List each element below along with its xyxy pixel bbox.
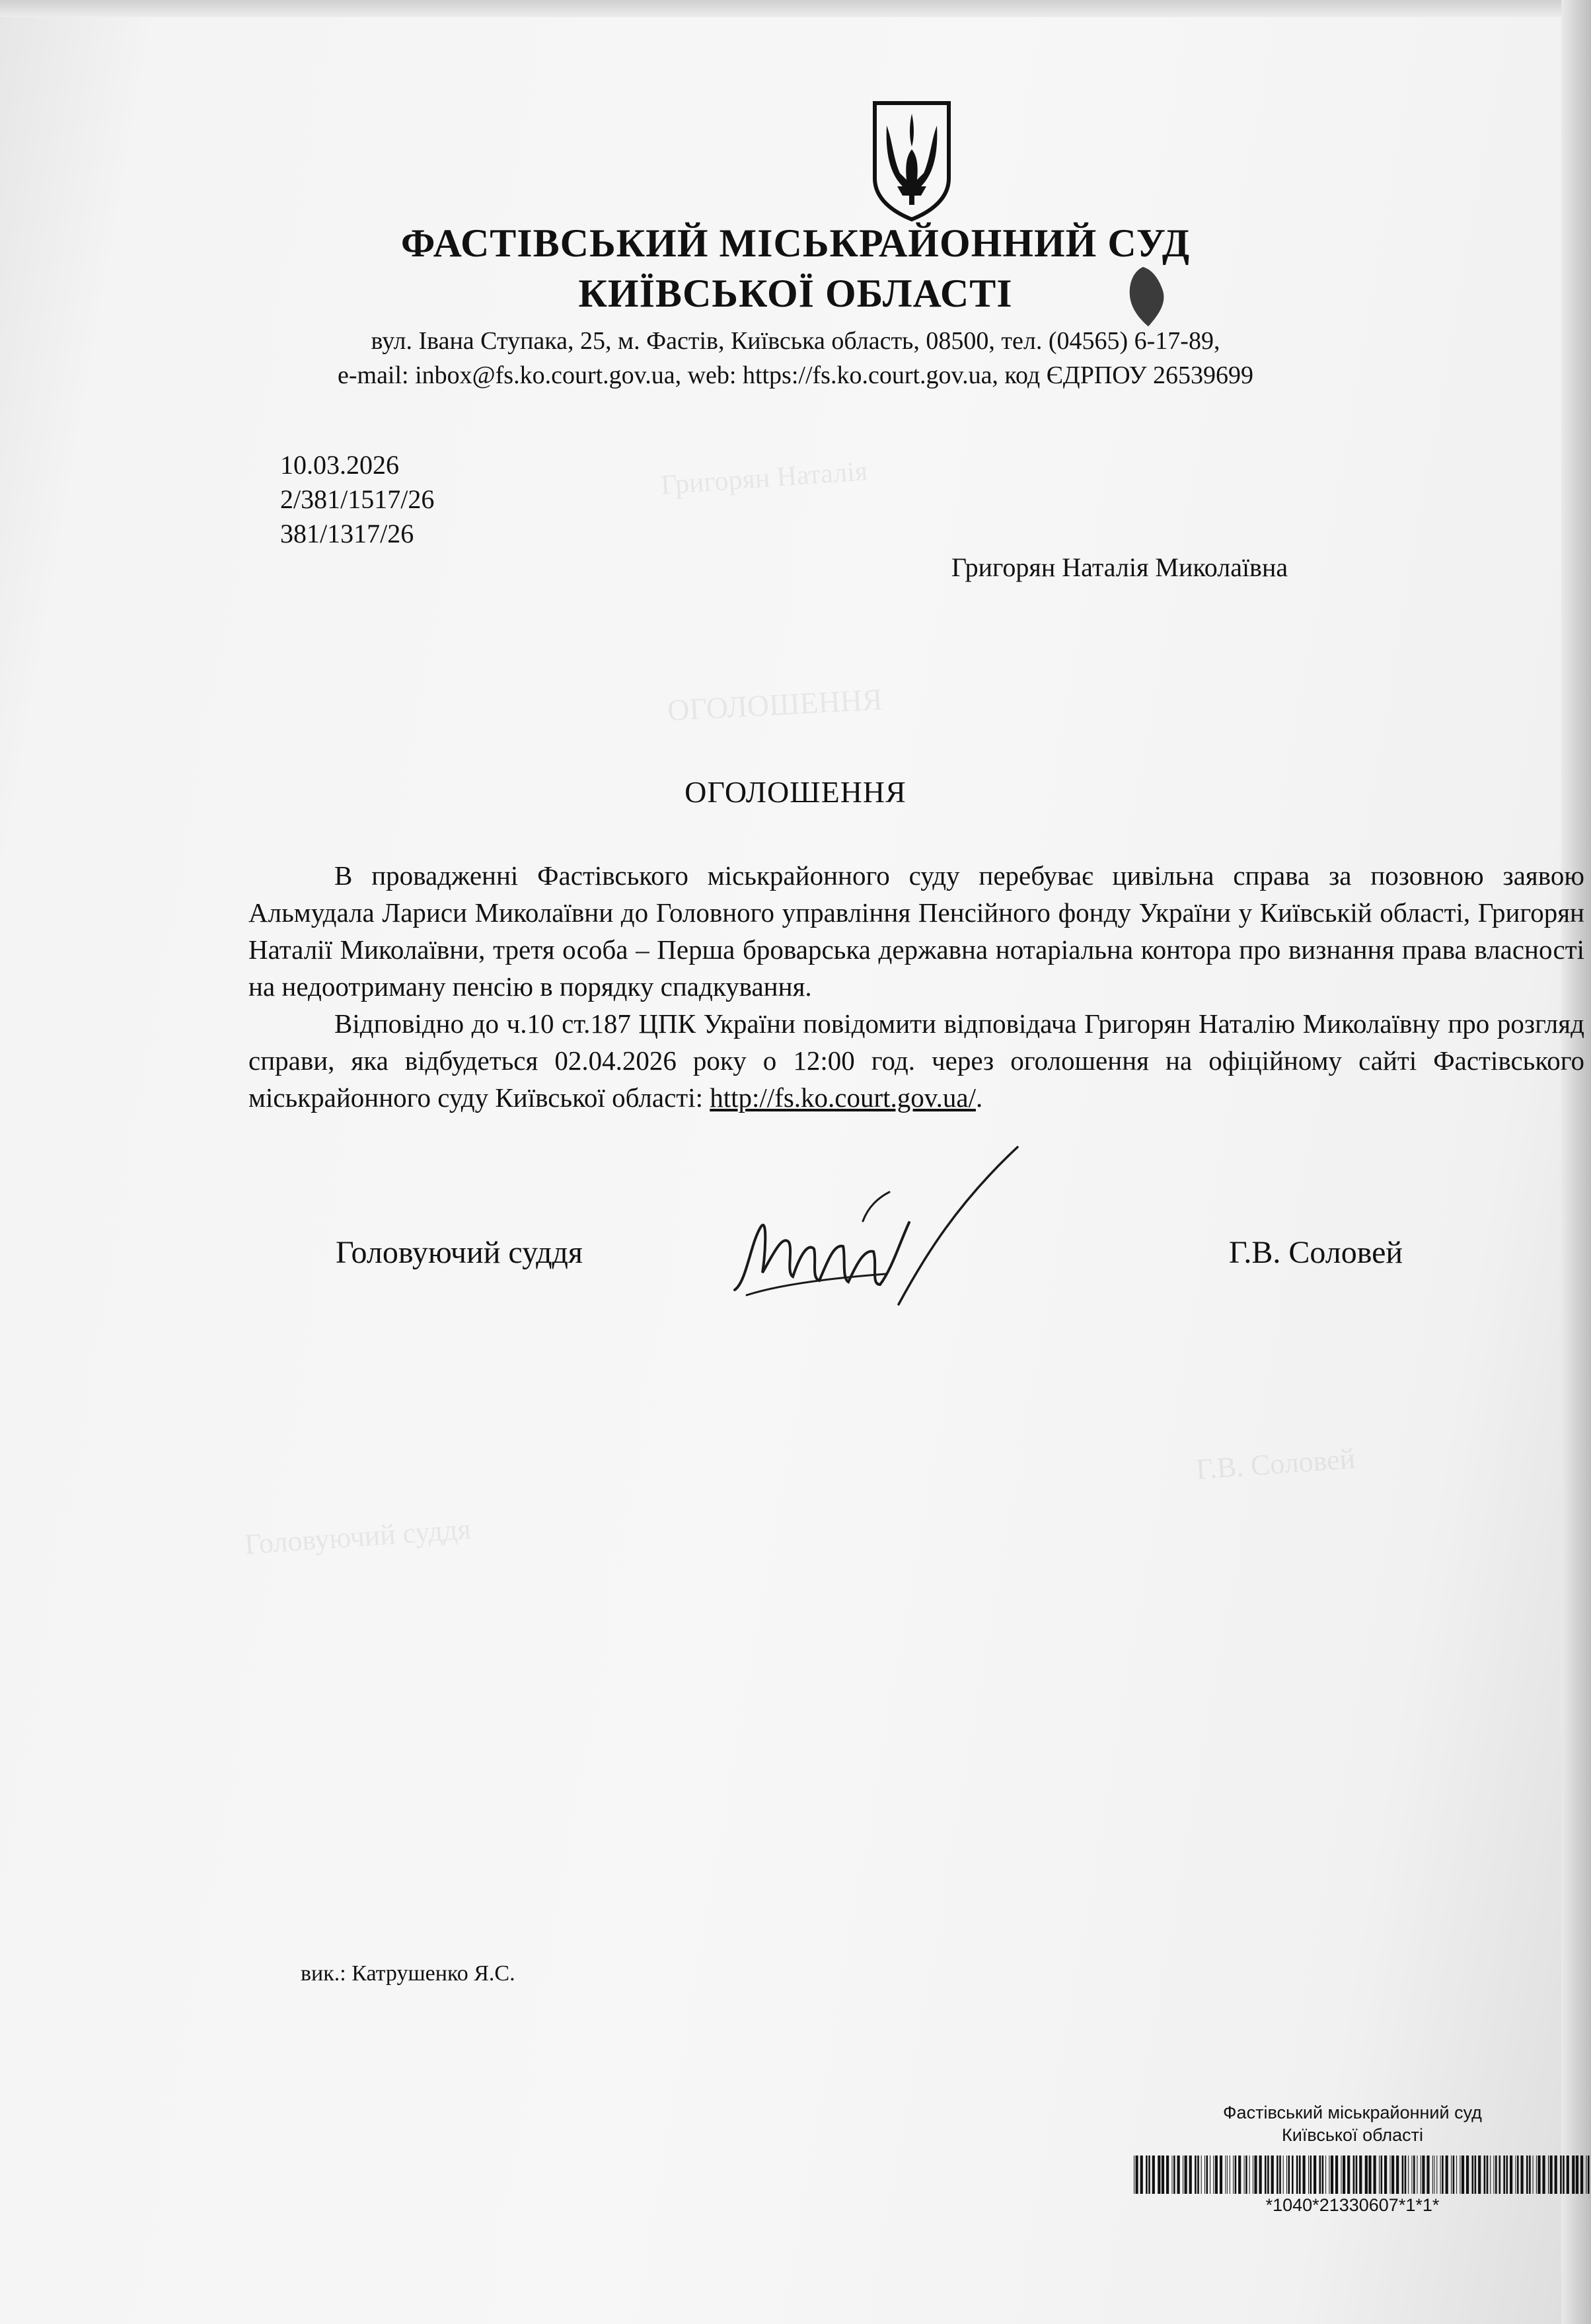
barcode-bar [1503,2155,1505,2194]
barcode-bar [1341,2155,1342,2194]
page-top-edge [0,0,1591,17]
barcode-bar [1550,2155,1553,2194]
barcode-bar [1572,2155,1574,2194]
barcode-bar [1379,2155,1380,2194]
barcode-bar [1475,2155,1477,2194]
barcode-bar [1391,2155,1394,2194]
barcode-bar [1466,2155,1469,2194]
barcode-bar [1189,2155,1192,2194]
barcode-bar [1308,2155,1309,2194]
barcode-bar [1417,2155,1418,2194]
barcode-bar [1472,2155,1474,2194]
notice-title: ОГОЛОШЕННЯ [684,775,906,809]
barcode-bar [1490,2155,1491,2194]
barcode-bar [1494,2155,1495,2194]
barcode-bar [1225,2155,1226,2194]
notice-paragraph-1: В провадженні Фастівського міськрайонного суду перебуває цивільна справа за позовною заявою Альмудала Лариси Миколаївни до Головного управління Пенсійного фонду України у Київській області, Григорян Наталії Миколаївни, третя особа – Перша броварська державна нотаріальна контора про визнання права власності на недоотриману пенсію в порядку спадкування. [248,860,1584,1002]
barcode-bar [1484,2155,1486,2194]
show-through-text: ОГОЛОШЕННЯ [666,682,883,728]
barcode-bar [1374,2155,1376,2194]
barcode-bar [1453,2155,1455,2194]
executor-note: вик.: Катрушенко Я.С. [301,1961,515,1986]
barcode-bar [1233,2155,1234,2194]
barcode-bar [1299,2155,1301,2194]
barcode-bar [1195,2155,1197,2194]
barcode-bar [1356,2155,1358,2194]
show-through-text: Григорян Наталія [659,456,869,501]
barcode [1134,2155,1591,2194]
barcode-bar [1235,2155,1237,2194]
barcode-bar [1517,2155,1519,2194]
barcode-bar [1249,2155,1250,2194]
barcode-bar [1432,2155,1433,2194]
barcode-bar [1279,2155,1281,2194]
barcode-number: *1040*21330607*1*1* [1265,2195,1440,2215]
barcode-bar [1353,2155,1355,2194]
barcode-bar [1162,2155,1164,2194]
barcode-bar [1359,2155,1362,2194]
barcode-stamp [1125,2101,1580,2146]
barcode-bar [1405,2155,1407,2194]
barcode-bar [1580,2155,1583,2194]
barcode-bar [1510,2155,1512,2194]
barcode-bar [1537,2155,1540,2194]
notice-paragraph-2-end: . [975,1082,983,1113]
barcode-bar [1335,2155,1338,2194]
stamp-court-line1: Фастівський міськрайонний суд [1223,2103,1482,2122]
barcode-bar [1148,2155,1150,2194]
coat-of-arms-icon [871,99,953,222]
barcode-bar [1276,2155,1278,2194]
barcode-bar [1238,2155,1241,2194]
document-number: 381/1317/26 [280,519,414,548]
barcode-bar [1567,2155,1569,2194]
handwritten-signature [727,1143,1031,1335]
barcode-bar [1215,2155,1218,2194]
court-name-line1: ФАСТІВСЬКИЙ МІСЬКРАЙОННИЙ СУД [400,221,1191,265]
barcode-bar [1296,2155,1298,2194]
barcode-bar [1368,2155,1371,2194]
barcode-bar [1440,2155,1441,2194]
barcode-bar [1146,2155,1148,2194]
barcode-bar [1446,2155,1448,2194]
barcode-bar [1586,2155,1587,2194]
barcode-bar [1347,2155,1350,2194]
barcode-bar [1310,2155,1312,2194]
document-date: 10.03.2026 [280,450,399,480]
barcode-bar [1506,2155,1508,2194]
barcode-bar [1166,2155,1169,2194]
barcode-bar [1533,2155,1534,2194]
barcode-bar [1259,2155,1262,2194]
address-line1: вул. Івана Ступака, 25, м. Фастів, Київська область, 08500, тел. (04565) 6-17-89, [371,327,1220,355]
barcode-bar [1390,2155,1391,2194]
barcode-bar [1331,2155,1333,2194]
barcode-bar [1197,2155,1199,2194]
barcode-bar [1521,2155,1524,2194]
barcode-bar [1265,2155,1267,2194]
notice-paragraph-2 [248,1005,1584,1116]
notice-body [248,857,1584,1116]
barcode-bar [1136,2155,1138,2194]
document-references [280,448,434,551]
barcode-bar [1536,2155,1537,2194]
barcode-bar [1286,2155,1287,2194]
barcode-bar [1408,2155,1409,2194]
barcode-bar [1588,2155,1590,2194]
stamp-court-line2: Київської області [1282,2125,1423,2145]
barcode-bar [1152,2155,1155,2194]
barcode-bar [1555,2155,1557,2194]
barcode-bar [1402,2155,1404,2194]
barcode-bar [1436,2155,1437,2194]
barcode-bar [1560,2155,1562,2194]
barcode-bar [1548,2155,1549,2194]
notice-paragraph-2-text: Відповідно до ч.10 ст.187 ЦПК України повідомити відповідача Григорян Наталію Миколаївну про розгляд справи, яка відбудеться 02.04.2026 року о 12:00 год. через оголошення на офіційному сайті Фастівського міськрайонного суду Київської області: [248,1008,1584,1113]
barcode-bar [1140,2155,1143,2194]
barcode-bar [1412,2155,1413,2194]
barcode-bar [1426,2155,1429,2194]
barcode-bar [1319,2155,1321,2194]
court-name [0,218,1591,319]
barcode-bar [1526,2155,1528,2194]
barcode-bar [1158,2155,1160,2194]
barcode-bar [1499,2155,1501,2194]
address-line2: e-mail: inbox@fs.ko.court.gov.ua, web: https://fs.ko.court.gov.ua, код ЄДРПОУ 26539699 [337,361,1254,389]
barcode-bar [1271,2155,1274,2194]
barcode-bar [1495,2155,1497,2194]
barcode-bar [1396,2155,1399,2194]
judge-role: Головуючий суддя [336,1235,583,1270]
barcode-bar [1172,2155,1173,2194]
barcode-bar [1177,2155,1180,2194]
barcode-bar [1487,2155,1489,2194]
barcode-bar [1283,2155,1284,2194]
barcode-bar [1478,2155,1481,2194]
barcode-bar [1381,2155,1383,2194]
barcode-bar [1173,2155,1175,2194]
barcode-bar [1220,2155,1222,2194]
case-number: 2/381/1517/26 [280,484,435,514]
barcode-bar [1303,2155,1306,2194]
barcode-bar [1563,2155,1565,2194]
barcode-bar [1267,2155,1269,2194]
judge-name: Г.В. Соловей [1229,1235,1403,1270]
barcode-bar [1288,2155,1290,2194]
barcode-bar [1322,2155,1324,2194]
barcode-bar [1227,2155,1228,2194]
barcode-bar [1213,2155,1214,2194]
barcode-bar [1365,2155,1368,2194]
barcode-bar [1206,2155,1208,2194]
barcode-bar [1384,2155,1387,2194]
court-website-link[interactable]: http://fs.ko.court.gov.ua/ [710,1082,976,1113]
barcode-bar [1204,2155,1205,2194]
barcode-bar [1456,2155,1457,2194]
barcode-bar [1245,2155,1247,2194]
barcode-bar [1529,2155,1531,2194]
court-name-line2: КИЇВСЬКОЇ ОБЛАСТІ [578,272,1013,315]
barcode-bar [1343,2155,1345,2194]
barcode-bar [1543,2155,1545,2194]
barcode-bar [1442,2155,1444,2194]
barcode-bar [1422,2155,1424,2194]
barcode-bar [1325,2155,1326,2194]
court-address [0,324,1591,393]
barcode-bar [1451,2155,1452,2194]
ink-blot [1117,263,1176,336]
show-through-text: Г.В. Соловей [1195,1442,1356,1486]
barcode-bar [1292,2155,1294,2194]
barcode-bar [1254,2155,1257,2194]
barcode-bar [1462,2155,1464,2194]
barcode-bar [1576,2155,1578,2194]
show-through-text: Головуючий суддя [243,1513,472,1561]
barcode-bar [1413,2155,1415,2194]
barcode-bar [1185,2155,1187,2194]
addressee: Григорян Наталія Миколаївна [951,552,1288,582]
barcode-bar [1201,2155,1202,2194]
barcode-bar [1314,2155,1316,2194]
barcode-bar [1244,2155,1245,2194]
